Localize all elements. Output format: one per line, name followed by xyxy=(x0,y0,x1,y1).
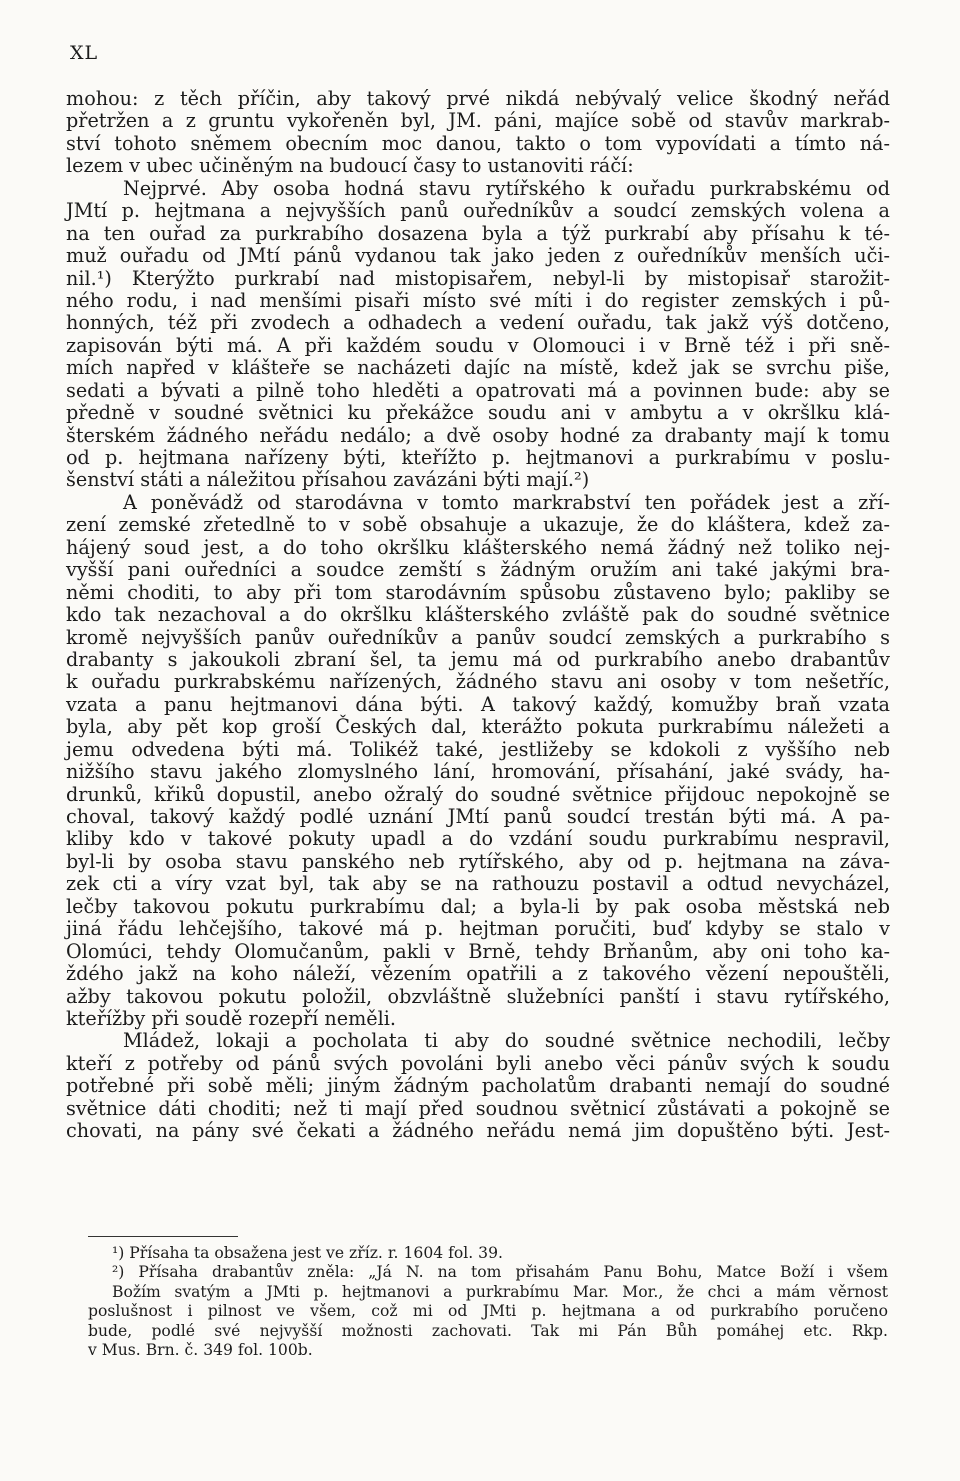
text-line: němi choditi, to aby při tom starodávním spůsobu zůstaveno bylo; pakliby se xyxy=(66,580,890,604)
text-line: šterském žádného neřádu nedálo; a dvě osoby hodné za drabanty mají k tomu xyxy=(66,423,890,447)
text-line: jiná řádu lehčejšího, takové má p. hejtman poručiti, buď kdyby se stalo v xyxy=(66,917,890,941)
text-line: k ouřadu purkrabskému nařízených, žádného stavu ani osoby v tom nešetříc, xyxy=(66,670,890,694)
text-line: byl-li by osoba stavu panského neb rytířského, aby od p. hejtmana na záva- xyxy=(66,849,890,873)
text-line: vzata a panu hejtmanovi dána býti. A takový každý, komužby braň vzata xyxy=(66,692,890,716)
text-line: choval, takový každý podlé uznání JMtí panů soudcí trestán býti má. A pa- xyxy=(66,805,890,828)
text-line: drunků, křiků dopustil, anebo ožralý do soudné světnice přijdouc nepokojně se xyxy=(66,782,890,806)
main-text xyxy=(66,88,890,1143)
text-line: zek cti a víry vzat byl, tak aby se na rathouzu postavil a odtud nevycházel, xyxy=(66,872,890,896)
text-line: ždého jakž na koho náleží, vězením opatřili a z takového vězení nepouštěli, xyxy=(66,962,890,986)
text-line: mích napřed v klášteře se nacházeti dajíc na místě, kdež jak se svrchu piše, xyxy=(66,356,890,380)
text-line: honných, též při zvodech a odhadech a vedení ouřadu, tak jakž výš dotčeno, xyxy=(66,311,890,335)
text-line: potřebné při sobě měli; jiným žádným pacholatům drabanti nemají do soudné xyxy=(66,1074,890,1098)
text-line: zení zemské zřetedlně to v sobě obsahuje a ukazuje, že do kláštera, kdež za- xyxy=(66,513,890,537)
footnote-line: Božím svatým a JMti p. hejtmanovi a purkrabímu Mar. Mor., že chci a mám věrnost xyxy=(112,1282,888,1301)
text-line: kteří z potřeby od pánů svých povoláni byli anebo věci pánův svých k soudu xyxy=(66,1051,890,1075)
text-line: nil.¹) Kterýžto purkrabí nad mistopisařem, nebyl-li by mistopisař starožit- xyxy=(66,266,890,290)
text-line: přetržen a z gruntu vykořeněn byl, JM. páni, majíce sobě od stavův markrab- xyxy=(66,109,890,133)
text-line: drabanty s jakoukoli zbraní šel, ta jemu má od purkrabího anebo drabantův xyxy=(66,647,890,671)
footnotes xyxy=(88,1244,888,1360)
text-line: lezem v ubec učiněným na budoucí časy to ustanoviti ráčí: xyxy=(66,154,634,178)
text-line: ného rodu, i nad menšími pisaři místo své míti i do register zemských i pů- xyxy=(66,288,890,312)
text-line: ažby takovou pokutu položil, obzvláštně služebníci panští i stavu rytířského, xyxy=(66,984,890,1008)
text-line: hájený soud jest, a do toho okršlku klášterského nemá žádný než toliko nej- xyxy=(66,535,890,559)
text-line: lečby takovou pokutu purkrabímu dal; a byla-li by pak osoba městská neb xyxy=(66,894,890,918)
text-line: muž ouřadu od JMtí pánů vydanou tak jako jeden z ouředníkův menších uči- xyxy=(66,244,890,268)
footnote-divider xyxy=(88,1236,238,1237)
footnote-line: ¹) Přísaha ta obsažena jest ve zříz. r. 1604 fol. 39. xyxy=(112,1244,503,1262)
text-line: ství tohoto sněmem obecním moc danou, takto o tom vypovídati a tímto ná- xyxy=(66,131,890,155)
text-line: kteřížby při soudě rozepří neměli. xyxy=(66,1006,397,1030)
page-number: XL xyxy=(70,42,99,64)
text-line: chovati, na pány své čekati a žádného neřádu nemá jim dopuštěno býti. Jest- xyxy=(66,1119,890,1143)
text-line: zapisován býti má. A při každém soudu v Olomouci i v Brně též i při sně- xyxy=(66,333,890,357)
footnote-line: v Mus. Brn. č. 349 fol. 100b. xyxy=(88,1340,313,1359)
text-line: Nejprvé. Aby osoba hodná stavu rytířského k ouřadu purkrabskému od xyxy=(123,176,890,200)
text-line: kromě nejvyšších panův ouředníkův a panův soudcí zemských a purkrabího s xyxy=(66,625,890,649)
text-line: Mládež, lokaji a pocholata ti aby do soudné světnice nechodili, lečby xyxy=(123,1029,890,1053)
footnote-line: poslušnost i pilnost ve všem, což mi od JMti p. hejtmana a od purkrabího poručeno xyxy=(88,1302,888,1321)
text-line: vyšší pani ouředníci a soudce zemští s žádným oružím ani také jakými bra- xyxy=(66,558,890,582)
text-line: šenství státi a náležitou přísahou zavázáni býti mají.²) xyxy=(66,468,590,492)
footnote-line: ²) Přísaha drabantův zněla: „Já N. na tom přisahám Panu Bohu, Matce Boží i všem xyxy=(112,1263,888,1282)
text-line: kliby kdo v takové pokuty upadl a do vzdání soudu purkrabímu nespravil, xyxy=(66,827,890,851)
text-line: předně v soudné světnici ku překážce soudu ani v ambytu a v okršlku klá- xyxy=(66,401,890,425)
text-line: sedati a bývati a pilně toho hleděti a opatrovati má a povinnen bude: aby se xyxy=(66,378,890,402)
text-line: kdo tak nezachoval a do okršlku klášterského zvláště pak do soudné světnice xyxy=(66,603,890,627)
text-line: nižšího stavu jakého zlomyslného lání, hromování, přísahání, jaké svády, ha- xyxy=(66,760,890,784)
text-line: mohou: z těch příčin, aby takový prvé nikdá nebývalý velice škodný neřád xyxy=(66,87,890,110)
footnote-line: bude, podlé své nejvyšší možnosti zachovati. Tak mi Pán Bůh pomáhej etc. Rkp. xyxy=(88,1321,888,1340)
text-line: Olomúci, tehdy Olomučanům, pakli v Brně, tehdy Brňanům, aby oni toho ka- xyxy=(66,939,890,963)
text-line: byla, aby pět kop groší Českých dal, kterážto pokuta purkrabímu náležeti a xyxy=(66,715,890,739)
text-line: na ten ouřad za purkrabího dosazena byla a týž purkrabí aby přísahu k té- xyxy=(66,221,890,245)
text-line: od p. hejtmana nařízeny býti, kteřížto p. hejtmanovi a purkrabímu v poslu- xyxy=(66,446,890,469)
text-line: A poněvádž od starodávna v tomto markrabství ten pořádek jest a zří- xyxy=(123,490,890,514)
text-line: jemu odvedena býti má. Tolikéž také, jestližeby se kdokoli z vyššího neb xyxy=(66,737,890,761)
text-line: JMtí p. hejtmana a nejvyšších panů ouředníkův a soudcí zemských volena a xyxy=(66,199,890,223)
text-line: světnice dáti choditi; než ti mají před soudnou světnicí zůstávati a pokojně se xyxy=(66,1096,890,1120)
